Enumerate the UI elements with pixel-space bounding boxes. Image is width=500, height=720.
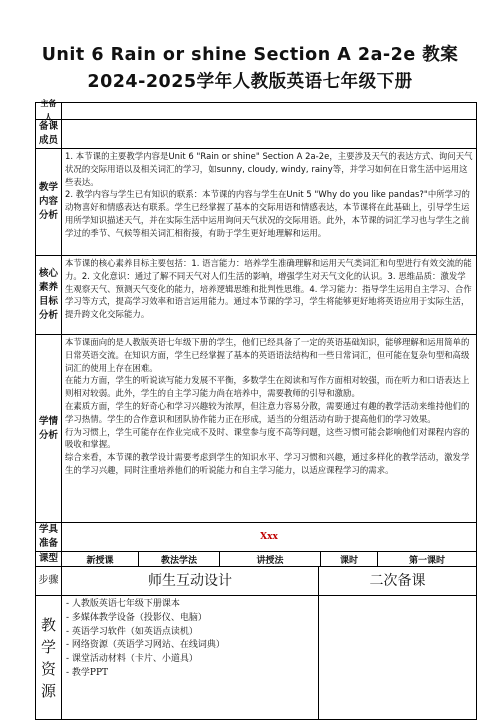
period-label: 课时	[321, 552, 378, 566]
goals-row	[36, 255, 476, 334]
list-item: - 网络资源（英语学习网站、在线词典）	[66, 640, 225, 651]
prep-body	[62, 523, 476, 551]
second-prep-cell	[319, 596, 476, 719]
students-row	[36, 334, 476, 522]
analysis-paragraph: 1. 本节课的主要教学内容是Unit 6 "Rain or shine" Section A 2a-2e，主要涉及天气的表达方式、询问天气状况的交际用语以及相关词汇的学习，如sunny, cloudy, windy, rainy等，并学习如何在日常生活中运用这些表达。	[65, 151, 473, 187]
second-prep-header: 二次备课	[369, 573, 426, 589]
prep-label: 学具准备	[36, 523, 62, 551]
students-paragraph: 综合来看，本节课的教学设计需要考虑到学生的知识水平、学习习惯和兴趣，通过多样化的教学活动，激发学生的学习兴趣，同时注重培养他们的听说能力和自主学习能力，以适应课程学习的需求。	[65, 452, 470, 475]
preparer-label: 主备人	[36, 103, 62, 119]
resources-row	[36, 595, 476, 719]
resources-list	[62, 596, 318, 683]
resources-label: 教学资源	[36, 596, 62, 719]
goals-label: 核心素养目标分析	[36, 256, 62, 334]
students-paragraph: 在能力方面，学生的听说读写能力发展不平衡，多数学生在阅读和写作方面相对较强，而在听力和口语表达上则相对较弱。此外，学生的自主学习能力尚在培养中，需要教师的引导和激励。	[65, 375, 470, 399]
analysis-paragraph: 2. 教学内容与学生已有知识的联系：本节课的内容与学生在Unit 5 "Why do you like pandas?"中所学习的动物喜好和情感表达有联系。学生已经掌握了基本的交际用语和情感表达，本节课将在此基础上，引导学生运用所学知识描述天气，并在实际生活中运用询问天气状况的交际用语。此外，本节课的词汇学习也与学生之前学过的季节、气候等相关词汇相衔接，有助于学生更好地理解和运用。	[65, 189, 470, 238]
method-label: 教法学法	[139, 552, 220, 566]
list-item: - 人教版英语七年级下册课本	[66, 599, 180, 609]
type-value: 新授课	[62, 552, 139, 566]
members-label: 备课成员	[36, 120, 62, 148]
list-item: - 教学PPT	[66, 667, 109, 678]
steps-label: 步骤	[36, 567, 62, 595]
students-paragraph: 在素质方面，学生的好奇心和学习兴趣较为浓厚，但注意力容易分散，需要通过有趣的教学活动来维持他们的学习热情。学生的合作意识和团队协作能力正在形成，适当的分组活动有助于提高他们的学习效果。	[65, 400, 470, 424]
prep-row	[36, 522, 476, 551]
method-value: 讲授法	[220, 552, 321, 566]
preparer-row	[36, 99, 476, 122]
resources-cell	[62, 596, 319, 719]
members-row	[36, 119, 476, 148]
analysis-body	[62, 149, 476, 255]
steps-row	[36, 566, 476, 595]
students-label: 学情分析	[36, 335, 62, 522]
students-paragraph: 本节课面向的是人教版英语七年级下册的学生，他们已经具备了一定的英语基础知识，能够理解和运用简单的日常英语交流。在知识方面，学生已经掌握了基本的英语语法结构和一些日常词汇，但可能在复杂句型和高级词汇的使用上存在困难。	[65, 337, 470, 373]
list-item: - 英语学习软件（如英语点读机）	[66, 626, 198, 637]
list-item: - 多媒体教学设备（投影仪、电脑）	[66, 612, 207, 623]
period-value: 第一课时	[408, 555, 445, 566]
students-body	[62, 335, 476, 522]
type-row	[36, 551, 476, 566]
type-label: 课型	[36, 552, 62, 566]
analysis-row	[36, 148, 476, 255]
document-title: Unit 6 Rain or shine Section A 2a-2e 教案 2024-2025学年人教版英语七年级下册	[41, 45, 459, 92]
members-value	[62, 120, 476, 148]
preparer-value	[62, 103, 476, 119]
interaction-design-header: 师生互动设计	[62, 567, 319, 595]
lesson-plan-table	[35, 99, 477, 720]
students-paragraph: 行为习惯上，学生可能存在作业完成不及时、课堂参与度不高等问题，这些习惯可能会影响他们对课程内容的吸收和掌握。	[65, 426, 470, 450]
list-item: - 课堂活动材料（卡片、小道具）	[66, 654, 198, 665]
prep-value: Xxx	[260, 531, 278, 542]
analysis-label: 教学内容分析	[36, 149, 62, 255]
goals-body: 本节课的核心素养目标主要包括：1. 语言能力：培养学生准确理解和运用天气类词汇和句型进行有效交流的能力。2. 文化意识：通过了解不同天气对人们生活的影响，增强学生对天气文化的认识。3. 思维品质：激发学生观察天气、预测天气变化的能力，培养逻辑思维和批判性思维。4. 学习能力：指导学生运用自主学习、合作学习等方式，提高学习效率和语言运用能力。通过本节课的学习，学生将能够更好地将英语应用于实际生活，提升跨文化交际能力。	[65, 258, 472, 320]
